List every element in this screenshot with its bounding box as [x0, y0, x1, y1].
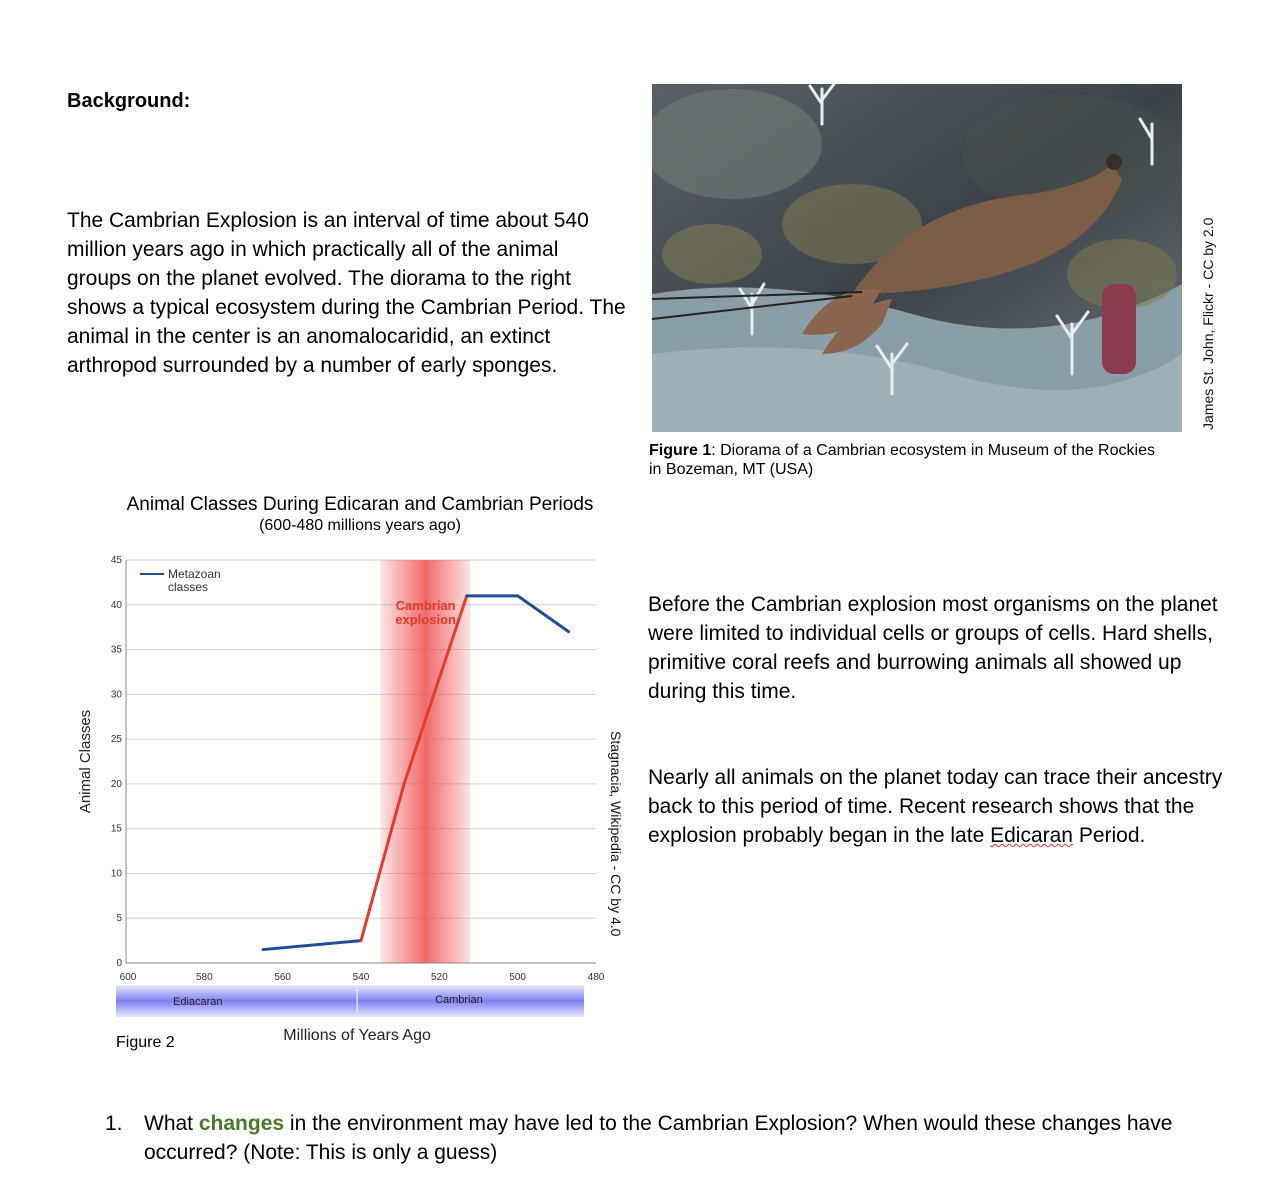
paragraph-ancestry-end: Period.: [1072, 824, 1146, 847]
y-tick-label: 30: [110, 689, 122, 701]
y-tick-label: 45: [110, 555, 122, 566]
x-tick-label: 580: [195, 972, 213, 983]
y-tick-label: 25: [110, 734, 122, 746]
band-label: Cambrian: [395, 598, 456, 614]
question-number: 1.: [105, 1112, 123, 1135]
intro-paragraph: The Cambrian Explosion is an interval of time about 540 million years ago in which practically all of the animal groups on the planet evolved. The diorama to the right shows a typical ecosystem during the Cambrian Period. The animal in the center is an anomalocaridid, an extinct arthropod surrounded by a number of early sponges.: [67, 209, 626, 377]
figure2-label: Figure 2: [116, 1034, 175, 1051]
chart-credit: Stagnacia, Wikipedia - CC by 4.0: [608, 731, 624, 937]
question-text-start: What: [144, 1112, 199, 1135]
chart-title: Animal Classes During Edicaran and Cambrian Periods: [126, 494, 594, 515]
band-label: explosion: [395, 612, 456, 628]
y-tick-label: 35: [110, 644, 122, 656]
period-label: Cambrian: [435, 994, 483, 1006]
paragraph-ancestry-text: Nearly all animals on the planet today can trace their ancestry back to this period of time. Recent research shows that the explosion probably began in the late: [648, 766, 1223, 847]
chart: [70, 548, 630, 1048]
photo-credit: James St. John, Flickr - CC by 2.0: [1200, 217, 1216, 430]
x-tick-label: 600: [119, 972, 137, 983]
question-1: [105, 1109, 1235, 1167]
question-highlight: changes: [198, 1112, 285, 1135]
y-tick-label: 40: [110, 599, 122, 611]
x-axis-label: Millions of Years Ago: [283, 1027, 431, 1044]
question-text-end: in the environment may have led to the Cambrian Explosion? When would these changes have occurred? (Note: This is only a guess): [144, 1112, 1173, 1164]
spelling-flagged-word[interactable]: Edicaran: [990, 824, 1073, 847]
x-tick-label: 540: [352, 972, 370, 983]
figure1-caption: [649, 441, 1169, 479]
paragraph-ancestry: [648, 763, 1228, 850]
legend-label: classes: [168, 580, 209, 594]
y-tick-label: 20: [110, 778, 122, 790]
diorama-photo: [652, 84, 1182, 432]
x-tick-label: 500: [509, 972, 527, 983]
figure1-label: Figure 1: [649, 442, 712, 459]
x-tick-label: 480: [587, 972, 605, 983]
legend-label: Metazoan: [168, 567, 221, 581]
y-tick-label: 15: [110, 823, 122, 835]
y-tick-label: 0: [116, 958, 122, 969]
paragraph-before-explosion: Before the Cambrian explosion most organisms on the planet were limited to individual cells or groups of cells. Hard shells, primitive coral reefs and burrowing animals all showed up during this time.: [648, 593, 1218, 703]
y-axis-label: Animal Classes: [77, 709, 94, 814]
period-label: Ediacaran: [173, 996, 223, 1008]
y-tick-label: 10: [110, 868, 122, 880]
question-text: [144, 1109, 1235, 1167]
y-tick-label: 5: [116, 913, 122, 925]
chart-subtitle: (600-480 millions years ago): [259, 517, 461, 534]
series-segment: [518, 596, 569, 632]
series-segment: [263, 941, 361, 950]
figure1-caption-text: : Diorama of a Cambrian ecosystem in Museum of the Rockies in Bozeman, MT (USA): [649, 442, 1155, 478]
background-heading: Background:: [67, 90, 191, 112]
x-tick-label: 520: [430, 972, 448, 983]
x-tick-label: 560: [274, 972, 292, 983]
